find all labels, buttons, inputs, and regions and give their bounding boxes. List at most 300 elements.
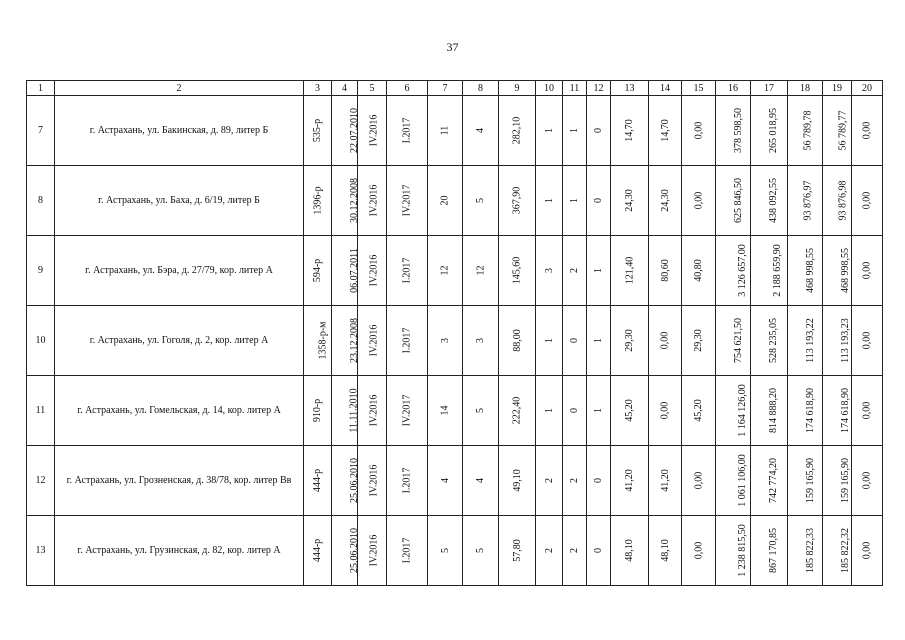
cell-c14 <box>649 236 682 306</box>
column-number-header: 4 <box>332 81 358 96</box>
cell-c20 <box>852 96 883 166</box>
cell-text: 5 <box>475 198 486 203</box>
cell-text: I.2017 <box>401 117 413 144</box>
cell-c10 <box>536 306 563 376</box>
cell-text: 22.07.2010 <box>349 108 360 153</box>
cell-text: 56 789,78 <box>802 110 814 151</box>
cell-text: 7 <box>38 125 43 136</box>
cell-no <box>27 166 55 236</box>
cell-c19 <box>823 96 852 166</box>
cell-address <box>55 516 304 586</box>
column-number-header: 1 <box>27 81 55 96</box>
cell-text: 5 <box>439 548 451 553</box>
cell-c9 <box>499 376 536 446</box>
cell-text: 185 822,33 <box>805 528 816 573</box>
cell-text: IV.2016 <box>368 114 380 147</box>
cell-text: 625 846,50 <box>733 178 744 223</box>
cell-text: 12 <box>475 265 486 276</box>
cell-c10 <box>536 516 563 586</box>
cell-c11 <box>563 236 587 306</box>
cell-text: 3 126 657,00 <box>736 244 748 297</box>
column-number-header: 10 <box>536 81 563 96</box>
cell-c10 <box>536 446 563 516</box>
cell-c5 <box>358 166 387 236</box>
cell-text: 1396-р <box>312 186 324 215</box>
cell-text: 0,00 <box>693 121 704 140</box>
table-row <box>27 306 883 376</box>
cell-text: 1 <box>593 408 604 413</box>
cell-c14 <box>649 446 682 516</box>
cell-c13 <box>611 446 649 516</box>
cell-text: 5 <box>475 408 486 413</box>
cell-c12 <box>587 306 611 376</box>
cell-c7 <box>428 516 463 586</box>
cell-text: 49,10 <box>511 469 523 492</box>
cell-text: 113 193,22 <box>804 318 816 363</box>
cell-c20 <box>852 306 883 376</box>
cell-text: IV.2016 <box>368 394 380 427</box>
cell-text: 56 789,77 <box>837 110 849 151</box>
cell-c7 <box>428 236 463 306</box>
cell-doc_no <box>304 96 332 166</box>
cell-c15 <box>682 376 716 446</box>
cell-c7 <box>428 376 463 446</box>
cell-text: 80,60 <box>659 259 671 282</box>
cell-c15 <box>682 446 716 516</box>
cell-c9 <box>499 446 536 516</box>
table-row <box>27 96 883 166</box>
cell-text: 1 <box>543 198 555 203</box>
cell-c16 <box>716 516 751 586</box>
cell-doc_no <box>304 376 332 446</box>
cell-text: 1358-р-м <box>317 321 329 360</box>
cell-no <box>27 446 55 516</box>
column-number-header: 5 <box>358 81 387 96</box>
cell-c8 <box>463 376 499 446</box>
cell-text: 0,00 <box>861 261 873 280</box>
cell-c13 <box>611 516 649 586</box>
cell-text: 2 <box>569 478 580 483</box>
cell-c16 <box>716 96 751 166</box>
column-number-header: 9 <box>499 81 536 96</box>
cell-no <box>27 96 55 166</box>
cell-c5 <box>358 236 387 306</box>
cell-c19 <box>823 306 852 376</box>
cell-c6 <box>387 306 428 376</box>
cell-c20 <box>852 236 883 306</box>
cell-c8 <box>463 446 499 516</box>
cell-c7 <box>428 306 463 376</box>
cell-text: 29,30 <box>693 329 704 352</box>
cell-text: I.2017 <box>401 327 413 354</box>
cell-text: 0 <box>569 408 580 413</box>
cell-c9 <box>499 166 536 236</box>
cell-text: 06.07.2011 <box>348 248 360 293</box>
cell-c8 <box>463 96 499 166</box>
cell-text: 0,00 <box>861 541 873 560</box>
cell-text: 0 <box>593 548 604 553</box>
column-number-header: 7 <box>428 81 463 96</box>
cell-text: 24,30 <box>659 189 671 212</box>
cell-text: г. Астрахань, ул. Бакинская, д. 89, литер Б <box>89 124 269 136</box>
column-number-header: 12 <box>587 81 611 96</box>
cell-text: 0,00 <box>861 331 873 350</box>
cell-doc_no <box>304 516 332 586</box>
table-row <box>27 376 883 446</box>
cell-text: 3 <box>439 338 451 343</box>
cell-text: 41,20 <box>624 469 635 492</box>
cell-c19 <box>823 516 852 586</box>
cell-text: 8 <box>38 195 43 206</box>
cell-c17 <box>751 306 788 376</box>
cell-text: 282,10 <box>511 116 523 145</box>
cell-text: 30.12.2008 <box>349 178 360 223</box>
cell-text: IV.2016 <box>368 184 380 217</box>
cell-text: 9 <box>38 265 43 276</box>
cell-doc_date <box>332 96 358 166</box>
cell-c14 <box>649 306 682 376</box>
cell-c17 <box>751 516 788 586</box>
cell-c12 <box>587 516 611 586</box>
cell-c16 <box>716 376 751 446</box>
cell-c6 <box>387 376 428 446</box>
cell-text: г. Астрахань, ул. Бэра, д. 27/79, кор. литер А <box>85 264 273 276</box>
cell-c6 <box>387 236 428 306</box>
column-number-header: 14 <box>649 81 682 96</box>
cell-c5 <box>358 306 387 376</box>
column-number-header: 19 <box>823 81 852 96</box>
cell-c8 <box>463 516 499 586</box>
cell-c17 <box>751 96 788 166</box>
cell-text: IV.2016 <box>368 464 380 497</box>
cell-text: 594-р <box>312 258 323 283</box>
cell-c19 <box>823 236 852 306</box>
cell-c6 <box>387 446 428 516</box>
cell-text: 3 <box>543 268 555 273</box>
cell-text: 444-р <box>312 538 323 563</box>
cell-text: IV.2016 <box>368 254 380 287</box>
cell-doc_no <box>304 166 332 236</box>
column-number-header: 20 <box>852 81 883 96</box>
cell-text: 754 621,50 <box>733 318 744 363</box>
cell-address <box>55 376 304 446</box>
cell-text: 11.11.2010 <box>348 388 360 433</box>
cell-text: 11 <box>439 125 451 136</box>
cell-text: 0,00 <box>861 191 873 210</box>
cell-text: 0 <box>593 478 604 483</box>
cell-text: 0,00 <box>693 541 704 560</box>
cell-text: 0,00 <box>659 331 671 350</box>
cell-text: 1 <box>543 128 555 133</box>
cell-text: 41,20 <box>659 469 671 492</box>
cell-text: 29,30 <box>624 329 635 352</box>
cell-c5 <box>358 516 387 586</box>
cell-text: 378 598,50 <box>733 108 744 153</box>
cell-c13 <box>611 376 649 446</box>
cell-c6 <box>387 96 428 166</box>
cell-text: 14 <box>439 405 451 416</box>
cell-c20 <box>852 166 883 236</box>
cell-text: 0,00 <box>693 191 704 210</box>
cell-c15 <box>682 516 716 586</box>
column-number-header: 11 <box>563 81 587 96</box>
column-number-header: 16 <box>716 81 751 96</box>
cell-text: 14,70 <box>659 119 671 142</box>
cell-c19 <box>823 446 852 516</box>
cell-text: 25.06.2010 <box>349 458 360 503</box>
cell-text: 222,40 <box>511 396 523 425</box>
cell-text: 10 <box>35 335 46 346</box>
cell-text: 4 <box>439 478 451 483</box>
cell-no <box>27 516 55 586</box>
cell-text: 93 876,97 <box>802 180 814 221</box>
cell-text: 0,00 <box>861 401 873 420</box>
cell-text: 13 <box>35 545 46 556</box>
cell-doc_date <box>332 166 358 236</box>
cell-c11 <box>563 96 587 166</box>
cell-text: 48,10 <box>624 539 635 562</box>
cell-c20 <box>852 446 883 516</box>
cell-text: г. Астрахань, ул. Баха, д. 6/19, литер Б <box>98 194 260 206</box>
cell-text: 0,00 <box>861 471 873 490</box>
table-row <box>27 166 883 236</box>
cell-c15 <box>682 236 716 306</box>
cell-text: 14,70 <box>624 119 635 142</box>
cell-text: IV.2017 <box>401 184 413 217</box>
cell-text: 0 <box>593 128 604 133</box>
cell-c12 <box>587 446 611 516</box>
column-number-header: 13 <box>611 81 649 96</box>
cell-c13 <box>611 236 649 306</box>
column-number-header: 15 <box>682 81 716 96</box>
cell-text: 2 188 659,90 <box>771 244 783 297</box>
cell-address <box>55 236 304 306</box>
cell-text: 438 092,55 <box>768 178 779 223</box>
cell-c5 <box>358 446 387 516</box>
cell-text: 367,90 <box>511 186 523 215</box>
column-number-header: 17 <box>751 81 788 96</box>
cell-c18 <box>788 376 823 446</box>
cell-text: 2 <box>569 548 580 553</box>
cell-text: г. Астрахань, ул. Грозненская, д. 38/78, кор. литер Вв <box>66 474 292 486</box>
cell-text: 444-р <box>312 468 323 493</box>
cell-text: 468 998,55 <box>805 248 816 293</box>
cell-doc_no <box>304 236 332 306</box>
cell-text: 742 774,20 <box>768 458 779 503</box>
cell-text: 185 822,32 <box>840 528 851 573</box>
cell-c18 <box>788 166 823 236</box>
cell-c7 <box>428 96 463 166</box>
cell-text: 40,80 <box>693 259 704 282</box>
cell-c17 <box>751 446 788 516</box>
cell-c18 <box>788 96 823 166</box>
cell-no <box>27 236 55 306</box>
cell-c11 <box>563 376 587 446</box>
cell-c20 <box>852 516 883 586</box>
cell-c15 <box>682 96 716 166</box>
cell-text: 159 165,90 <box>805 458 816 503</box>
cell-text: 174 618,90 <box>840 388 851 433</box>
cell-c16 <box>716 446 751 516</box>
cell-text: 0,00 <box>659 401 671 420</box>
cell-c20 <box>852 376 883 446</box>
cell-text: IV.2016 <box>368 324 380 357</box>
cell-text: 24,30 <box>624 189 635 212</box>
cell-doc_date <box>332 376 358 446</box>
column-number-header: 3 <box>304 81 332 96</box>
cell-c16 <box>716 236 751 306</box>
cell-c14 <box>649 516 682 586</box>
cell-text: IV.2017 <box>401 394 413 427</box>
cell-text: 0,00 <box>861 121 873 140</box>
cell-c11 <box>563 516 587 586</box>
cell-text: I.2017 <box>401 537 413 564</box>
cell-text: 113 193,23 <box>839 318 851 363</box>
cell-c18 <box>788 516 823 586</box>
cell-text: 121,40 <box>624 256 635 285</box>
cell-no <box>27 376 55 446</box>
cell-text: 159 165,90 <box>840 458 851 503</box>
cell-text: 93 876,98 <box>837 180 849 221</box>
cell-text: 535-р <box>312 118 323 143</box>
cell-text: 1 164 126,00 <box>736 384 748 437</box>
cell-text: 1 <box>593 338 604 343</box>
cell-text: 2 <box>543 548 555 553</box>
cell-text: 45,20 <box>693 399 704 422</box>
cell-c10 <box>536 376 563 446</box>
cell-text: 910-р <box>312 398 323 423</box>
cell-text: 88,00 <box>511 329 523 352</box>
cell-c17 <box>751 376 788 446</box>
cell-text: 11 <box>35 405 46 416</box>
cell-text: 2 <box>543 478 555 483</box>
cell-text: 468 998,55 <box>840 248 851 293</box>
cell-c15 <box>682 166 716 236</box>
cell-text: 265 018,95 <box>768 108 779 153</box>
cell-text: г. Астрахань, ул. Грузинская, д. 82, кор. литер А <box>77 544 281 556</box>
column-number-header: 2 <box>55 81 304 96</box>
column-number-header: 18 <box>788 81 823 96</box>
cell-doc_no <box>304 446 332 516</box>
cell-text: 145,60 <box>511 256 523 285</box>
cell-text: 814 888,20 <box>768 388 779 433</box>
cell-c12 <box>587 166 611 236</box>
cell-text: 867 170,85 <box>768 528 779 573</box>
cell-text: 0 <box>593 198 604 203</box>
cell-c10 <box>536 166 563 236</box>
cell-c16 <box>716 306 751 376</box>
cell-text: 48,10 <box>659 539 671 562</box>
cell-address <box>55 446 304 516</box>
cell-text: 2 <box>569 268 580 273</box>
cell-c18 <box>788 306 823 376</box>
cell-c7 <box>428 446 463 516</box>
cell-c19 <box>823 166 852 236</box>
cell-c11 <box>563 446 587 516</box>
cell-text: 1 238 815,50 <box>736 524 748 577</box>
cell-c12 <box>587 236 611 306</box>
cell-c8 <box>463 236 499 306</box>
cell-c17 <box>751 236 788 306</box>
cell-text: 12 <box>439 265 451 276</box>
cell-c17 <box>751 166 788 236</box>
table-row <box>27 516 883 586</box>
cell-text: 1 <box>543 408 555 413</box>
cell-c13 <box>611 166 649 236</box>
cell-text: 4 <box>475 128 486 133</box>
cell-c13 <box>611 96 649 166</box>
cell-c6 <box>387 516 428 586</box>
cell-c9 <box>499 96 536 166</box>
cell-text: 57,80 <box>511 539 523 562</box>
cell-text: г. Астрахань, ул. Гоголя, д. 2, кор. литер А <box>89 334 269 346</box>
table-row <box>27 446 883 516</box>
cell-c12 <box>587 376 611 446</box>
cell-text: 174 618,90 <box>805 388 816 433</box>
column-number-header-row <box>27 81 883 96</box>
cell-doc_date <box>332 306 358 376</box>
cell-c18 <box>788 446 823 516</box>
cell-text: г. Астрахань, ул. Гомельская, д. 14, кор. литер А <box>77 404 281 416</box>
cell-c12 <box>587 96 611 166</box>
cell-c8 <box>463 306 499 376</box>
cell-c15 <box>682 306 716 376</box>
cell-c10 <box>536 96 563 166</box>
cell-c19 <box>823 376 852 446</box>
cell-c9 <box>499 306 536 376</box>
cell-c8 <box>463 166 499 236</box>
cell-c5 <box>358 376 387 446</box>
cell-doc_date <box>332 446 358 516</box>
cell-c13 <box>611 306 649 376</box>
cell-text: 1 <box>569 198 580 203</box>
cell-no <box>27 306 55 376</box>
cell-c14 <box>649 166 682 236</box>
cell-text: 528 235,05 <box>768 318 779 363</box>
column-number-header: 8 <box>463 81 499 96</box>
cell-address <box>55 96 304 166</box>
cell-c11 <box>563 166 587 236</box>
cell-text: 1 <box>543 338 555 343</box>
cell-doc_no <box>304 306 332 376</box>
cell-c5 <box>358 96 387 166</box>
registry-table <box>26 80 883 586</box>
cell-text: 45,20 <box>624 399 635 422</box>
cell-address <box>55 166 304 236</box>
cell-doc_date <box>332 236 358 306</box>
cell-text: 0 <box>569 338 580 343</box>
cell-text: IV.2016 <box>368 534 380 567</box>
cell-c14 <box>649 96 682 166</box>
cell-text: 1 061 106,00 <box>736 454 748 507</box>
cell-c14 <box>649 376 682 446</box>
column-number-header: 6 <box>387 81 428 96</box>
cell-c18 <box>788 236 823 306</box>
cell-text: 5 <box>475 548 486 553</box>
cell-address <box>55 306 304 376</box>
cell-doc_date <box>332 516 358 586</box>
page-number: 37 <box>446 40 459 54</box>
cell-text: 1 <box>569 128 580 133</box>
cell-text: 20 <box>439 195 451 206</box>
table-row <box>27 236 883 306</box>
cell-c7 <box>428 166 463 236</box>
cell-text: 3 <box>475 338 486 343</box>
cell-text: 4 <box>475 478 486 483</box>
cell-text: I.2017 <box>401 257 413 284</box>
cell-text: 23.12.2008 <box>349 318 360 363</box>
cell-c11 <box>563 306 587 376</box>
